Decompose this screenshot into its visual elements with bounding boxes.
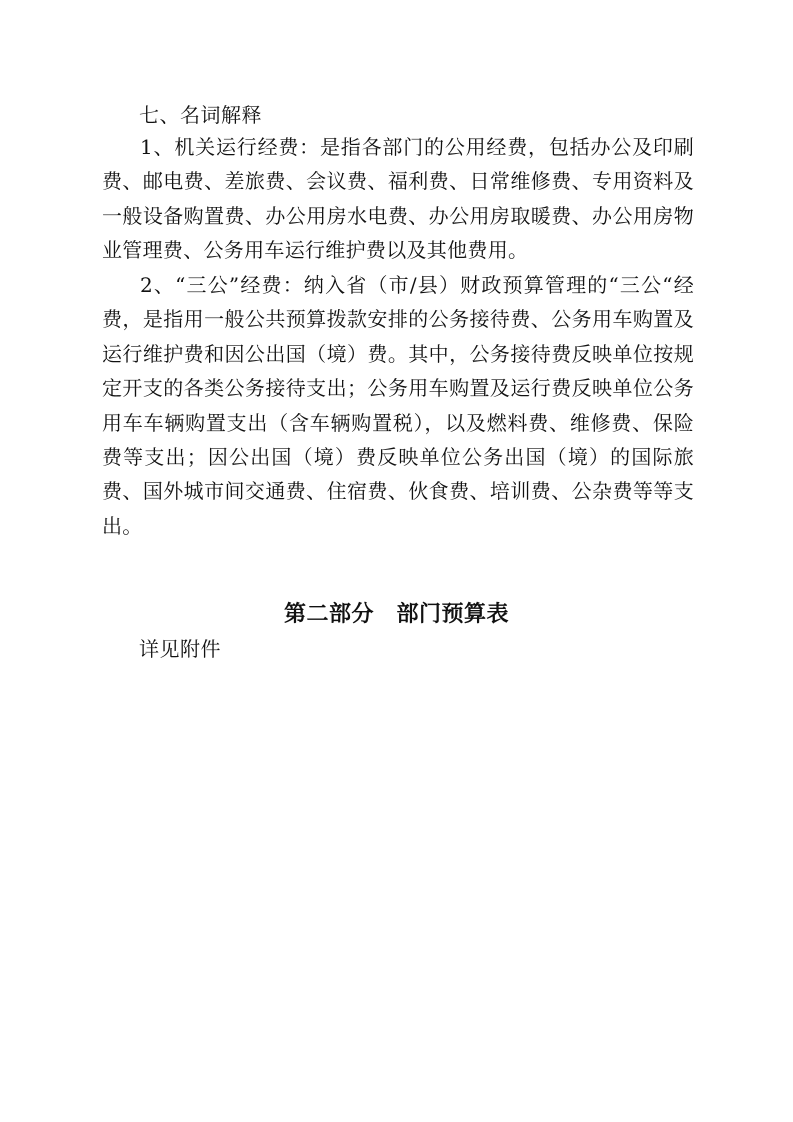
section-heading: 七、名词解释 xyxy=(139,103,262,127)
definition-paragraph-operating-expenses: 1、机关运行经费：是指各部门的公用经费，包括办公及印刷费、邮电费、差旅费、会议费、福利费、日常维修费、专用资料及一般设备购置费、办公用房水电费、办公用房取暖费、办公用房物业管理费、公务用车运行维护费以及其他费用。 xyxy=(102,135,694,263)
definition-paragraph-three-public-expenses: 2、“三公”经费：纳入省（市/县）财政预算管理的“三公“经费，是指用一般公共预算拨款安排的公务接待费、公务用车购置及运行维护费和因公出国（境）费。其中，公务接待费反映单位按规定开支的各类公务接待支出；公务用车购置及运行费反映单位公务用车车辆购置支出（含车辆购置税），以及燃料费、维修费、保险费等支出；因公出国（境）费反映单位公务出国（境）的国际旅费、国外城市间交通费、住宿费、伙食费、培训费、公杂费等等支出。 xyxy=(102,273,694,538)
attachment-note: 详见附件 xyxy=(139,637,221,661)
part-title: 第二部分 部门预算表 xyxy=(283,601,509,627)
